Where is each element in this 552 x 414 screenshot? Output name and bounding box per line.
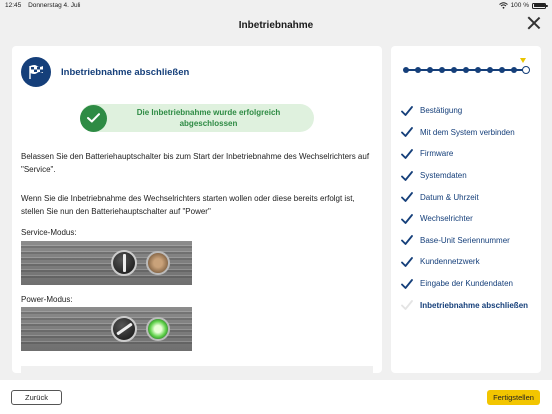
instruction-text-2: Wenn Sie die Inbetriebnahme des Wechselrichters starten wollen oder diese bereits erfolgt ist, stellen Sie nun den Batteriehauptschalter auf "Power": [21, 194, 355, 216]
step-label: Datum & Uhrzeit: [420, 192, 479, 202]
progress-dot: [475, 67, 481, 73]
step-item[interactable]: [401, 122, 539, 144]
service-mode-label: Service-Modus:: [21, 228, 77, 237]
progress-dot: [439, 67, 445, 73]
step-label: Firmware: [420, 149, 454, 159]
progress-dot: [403, 67, 409, 73]
check-icon: [401, 191, 413, 203]
step-label: Inbetriebnahme abschließen: [420, 300, 529, 310]
status-time: 12:45: [5, 2, 22, 9]
progress-dot: [427, 67, 433, 73]
wifi-icon: [499, 2, 508, 9]
battery-icon: [532, 3, 546, 9]
check-icon: [401, 256, 413, 268]
check-icon: [401, 278, 413, 290]
check-icon: [401, 299, 413, 311]
progress-dot: [415, 67, 421, 73]
check-icon: [401, 170, 413, 182]
step-item[interactable]: [401, 100, 539, 122]
progress-dot: [487, 67, 493, 73]
step-item[interactable]: [401, 273, 539, 295]
step-item[interactable]: [401, 165, 539, 187]
status-lamp-off: [146, 251, 170, 275]
step-label: Wechselrichter: [420, 214, 473, 224]
step-label: Bestätigung: [420, 106, 463, 116]
status-bar-left: [5, 2, 85, 9]
scroll-continuation: [21, 366, 373, 373]
check-icon: [401, 105, 413, 117]
progress-dot: [499, 67, 505, 73]
progress-dot: [511, 67, 517, 73]
step-label: Base-Unit Seriennummer: [420, 235, 510, 245]
step-list: [401, 100, 539, 316]
back-button[interactable]: Zurück: [11, 390, 62, 405]
progress-dot: [463, 67, 469, 73]
power-mode-image: [21, 307, 192, 351]
step-label: Mit dem System verbinden: [420, 127, 515, 137]
step-label: Systemdaten: [420, 171, 467, 181]
finish-button[interactable]: Fertigstellen: [487, 390, 540, 405]
progress-dot-current: [522, 66, 530, 74]
success-banner: [80, 104, 314, 132]
close-icon[interactable]: [527, 16, 541, 30]
check-icon: [401, 234, 413, 246]
step-item[interactable]: [401, 230, 539, 252]
step-item[interactable]: [401, 143, 539, 165]
progress-panel: [391, 46, 541, 373]
current-step-marker-icon: [520, 58, 526, 63]
battery-switch-knob: [111, 250, 137, 276]
bottom-bar: [0, 380, 552, 414]
success-check-icon: [80, 105, 107, 132]
status-lamp-on: [146, 317, 170, 341]
step-item-active[interactable]: [401, 294, 539, 316]
progress-indicator: [403, 64, 529, 76]
title-bar: [0, 12, 552, 40]
power-mode-label: Power-Modus:: [21, 295, 73, 304]
page-title: Inbetriebnahme: [238, 20, 314, 31]
status-bar-right: [499, 2, 546, 9]
progress-dot: [451, 67, 457, 73]
battery-switch-knob: [111, 316, 137, 342]
section-header: [21, 57, 189, 87]
step-item[interactable]: [401, 208, 539, 230]
step-item[interactable]: [401, 251, 539, 273]
instruction-text-1: Belassen Sie den Batteriehauptschalter bis zum Start der Inbetriebnahme des Wechselrichters auf "Service".: [21, 152, 370, 174]
step-label: Eingabe der Kundendaten: [420, 279, 513, 289]
battery-percent: 100 %: [510, 2, 529, 9]
check-icon: [401, 148, 413, 160]
check-icon: [401, 126, 413, 138]
status-date: Donnerstag 4. Juli: [28, 2, 81, 9]
success-message: Die Inbetriebnahme wurde erfolgreich abgeschlossen: [136, 108, 281, 128]
service-mode-image: [21, 241, 192, 285]
step-label: Kundennetzwerk: [420, 257, 480, 267]
status-bar: [0, 0, 552, 12]
step-item[interactable]: [401, 186, 539, 208]
main-card: [12, 46, 382, 373]
check-icon: [401, 213, 413, 225]
checkered-flag-icon: [21, 57, 51, 87]
section-title: Inbetriebnahme abschließen: [61, 66, 190, 78]
